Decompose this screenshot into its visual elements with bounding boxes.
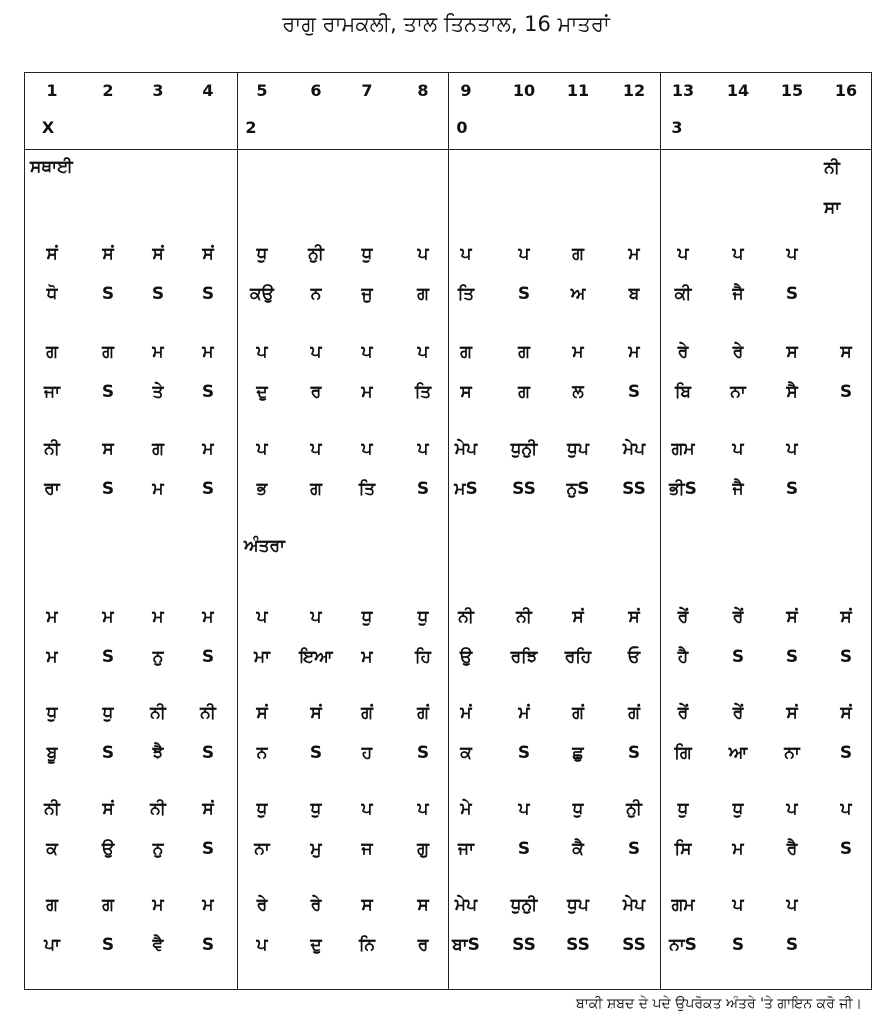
bol-cell: ਬਾS bbox=[452, 935, 480, 955]
bol-cell: SS bbox=[512, 935, 536, 955]
antara-label: ਅੰਤਰਾ bbox=[244, 536, 285, 556]
swar-cell: ਪ bbox=[310, 607, 322, 627]
bol-cell: ਸਿ bbox=[674, 839, 692, 859]
swar-cell: ਪ bbox=[310, 342, 322, 362]
bol-cell: S bbox=[201, 382, 215, 402]
bol-cell: ਸੈ bbox=[786, 382, 798, 402]
bol-cell: ਵੈ bbox=[152, 935, 164, 955]
swar-cell: ਮ bbox=[152, 342, 164, 362]
bol-cell: S bbox=[785, 935, 799, 955]
swar-cell: ਪ bbox=[256, 439, 268, 459]
swar-cell: ਗਂ bbox=[361, 703, 373, 723]
swar-cell: ਮ bbox=[202, 895, 214, 915]
bol-cell: ਤੇ bbox=[152, 382, 164, 402]
beat-number: 4 bbox=[202, 81, 214, 100]
taal-mark: X bbox=[41, 118, 55, 137]
bol-cell: S bbox=[785, 479, 799, 499]
bol-cell: ਰ bbox=[417, 935, 429, 955]
swar-cell: ਸ bbox=[102, 439, 114, 459]
bol-cell: ਛੁ bbox=[572, 743, 584, 763]
swar-cell: ਸਂ bbox=[202, 244, 214, 264]
swar-cell: ਧੁਪ bbox=[567, 439, 589, 459]
bol-cell: ਨੁ bbox=[152, 647, 164, 667]
bol-cell: ਹੈ bbox=[677, 647, 689, 667]
bol-cell: ਭ bbox=[256, 479, 268, 499]
bol-cell: S bbox=[627, 839, 641, 859]
bol-cell: ਮਾ bbox=[253, 647, 271, 667]
bol-cell: ਮ bbox=[361, 647, 373, 667]
swar-cell: ਪ bbox=[840, 799, 852, 819]
swar-cell: ਸਂ bbox=[102, 799, 114, 819]
swar-cell: ਪ bbox=[786, 895, 798, 915]
swar-cell: ਧੁਪ bbox=[567, 895, 589, 915]
bol-cell: S bbox=[101, 284, 115, 304]
bol-cell: ਬਿ bbox=[674, 382, 692, 402]
swar-cell: ਰੇ bbox=[677, 342, 689, 362]
bol-cell: ਨੁ bbox=[152, 839, 164, 859]
swar-cell: ਨੁੀ bbox=[626, 799, 642, 819]
bol-cell: ਜੈ bbox=[732, 479, 744, 499]
swar-cell: ਪ bbox=[518, 244, 530, 264]
swar-cell: ਮੇਪ bbox=[454, 439, 478, 459]
bol-cell: ਰੈ bbox=[786, 839, 798, 859]
bol-cell: S bbox=[839, 839, 853, 859]
swar-cell: ਧੁ bbox=[417, 607, 429, 627]
bol-cell: ਜੈ bbox=[732, 284, 744, 304]
swar-cell: ਗ bbox=[518, 342, 530, 362]
bol-cell: ਮ bbox=[152, 479, 164, 499]
bol-cell: S bbox=[201, 743, 215, 763]
beat-number: 3 bbox=[152, 81, 164, 100]
swar-cell: ਧੁ bbox=[256, 799, 268, 819]
swar-cell: ਗ bbox=[460, 342, 472, 362]
swar-cell: ਪ bbox=[417, 342, 429, 362]
vibhag-divider-2 bbox=[448, 72, 449, 990]
swar-cell: ਰੇ bbox=[310, 895, 322, 915]
bol-cell: S bbox=[101, 743, 115, 763]
bol-cell: S bbox=[785, 647, 799, 667]
swar-cell: ਨੀ bbox=[150, 703, 166, 723]
taal-mark: 2 bbox=[245, 118, 257, 137]
bol-cell: ਧੋ bbox=[46, 284, 58, 304]
swar-cell: ਰੇਂ bbox=[677, 703, 689, 723]
bol-cell: S bbox=[517, 839, 531, 859]
swar-cell: ਨੁੀ bbox=[308, 244, 324, 264]
swar-cell: ਪ bbox=[361, 799, 373, 819]
swar-cell: ਨੀ bbox=[200, 703, 216, 723]
swar-cell: ਧੁਨੁੀ bbox=[510, 439, 538, 459]
bol-cell: S bbox=[101, 382, 115, 402]
swar-cell: ਗਮ bbox=[671, 439, 695, 459]
swar-cell: ਪ bbox=[256, 607, 268, 627]
swar-cell: ਧੁ bbox=[46, 703, 58, 723]
bol-cell: S bbox=[785, 284, 799, 304]
bol-cell: ਕ bbox=[46, 839, 58, 859]
swar-cell: ਪ bbox=[460, 244, 472, 264]
swar-cell: ਮ bbox=[628, 244, 640, 264]
swar-cell: ਧੁ bbox=[732, 799, 744, 819]
bol-cell: ਨੁS bbox=[566, 479, 590, 499]
bol-cell: ਓ bbox=[627, 647, 641, 667]
swar-cell: ਧੁ bbox=[310, 799, 322, 819]
swar-cell: ਨੀ bbox=[458, 607, 474, 627]
bol-cell: ਨਾ bbox=[730, 382, 746, 402]
beat-number: 7 bbox=[361, 81, 373, 100]
swar-cell: ਮੇਪ bbox=[622, 895, 646, 915]
swar-cell: ਸਂ bbox=[202, 799, 214, 819]
bol-cell: ਜੁ bbox=[361, 284, 373, 304]
bol-cell: ਨਾS bbox=[669, 935, 697, 955]
bol-cell: ਗੁ bbox=[417, 839, 429, 859]
bol-cell: ਤਿ bbox=[457, 284, 475, 304]
swar-cell: ਸਂ bbox=[152, 244, 164, 264]
swar-cell: ਪ bbox=[786, 244, 798, 264]
bol-cell: SS bbox=[512, 479, 536, 499]
bol-cell: S bbox=[839, 382, 853, 402]
swar-cell: ਪ bbox=[361, 439, 373, 459]
swar-cell: ਧੁ bbox=[677, 799, 689, 819]
sthayi-label: ਸਥਾਈ bbox=[30, 157, 73, 177]
swar-cell: ਨੀ bbox=[44, 799, 60, 819]
swar-cell: ਸ bbox=[417, 895, 429, 915]
beat-number: 12 bbox=[622, 81, 646, 100]
swar-cell: ਗਂ bbox=[628, 703, 640, 723]
bol-cell: S bbox=[517, 743, 531, 763]
bol-cell: ਭੀS bbox=[669, 479, 697, 499]
bol-cell: S bbox=[151, 284, 165, 304]
bol-cell: ਝੈ bbox=[152, 743, 164, 763]
swar-cell: ਸਂ bbox=[628, 607, 640, 627]
bol-cell: ਗ bbox=[518, 382, 530, 402]
swar-cell: ਮ bbox=[572, 342, 584, 362]
footer-note: ਬਾਕੀ ਸ਼ਬਦ ਦੇ ਪਦੇ ਉਪਰੋਕਤ ਅੰਤਰੇ 'ਤੇ ਗਾਇਨ ਕਰੋ ਜੀ। bbox=[576, 996, 862, 1012]
swar-cell: ਪ bbox=[786, 439, 798, 459]
bol-cell: ਕਉ bbox=[250, 284, 274, 304]
bol-cell: ਮ bbox=[732, 839, 744, 859]
swar-cell: ਮ bbox=[202, 607, 214, 627]
swar-cell: ਗ bbox=[46, 342, 58, 362]
bol-cell: S bbox=[201, 935, 215, 955]
swar-cell: ਸ bbox=[361, 895, 373, 915]
swar-cell: ਸਂ bbox=[840, 607, 852, 627]
swar-cell: ਸ bbox=[786, 342, 798, 362]
swar-cell: ਮ bbox=[46, 607, 58, 627]
swar-cell: ਰੇ bbox=[256, 895, 268, 915]
bol-cell: ਕ bbox=[460, 743, 472, 763]
bol-cell: S bbox=[416, 479, 430, 499]
bol-cell: SS bbox=[566, 935, 590, 955]
bol-cell: ਸ bbox=[460, 382, 472, 402]
swar-cell: ਪ bbox=[361, 342, 373, 362]
pickup-note: ਨੀ bbox=[824, 158, 840, 178]
bol-cell: S bbox=[839, 743, 853, 763]
swar-cell: ਪ bbox=[732, 895, 744, 915]
swar-cell: ਗ bbox=[102, 895, 114, 915]
bol-cell: S bbox=[201, 479, 215, 499]
bol-cell: ਰਹਿ bbox=[564, 647, 592, 667]
swar-cell: ਸਂ bbox=[572, 607, 584, 627]
beat-number: 16 bbox=[834, 81, 858, 100]
bol-cell: ਅ bbox=[570, 284, 586, 304]
bol-cell: ਨਾ bbox=[784, 743, 800, 763]
swar-cell: ਸਂ bbox=[310, 703, 322, 723]
swar-cell: ਮ bbox=[628, 342, 640, 362]
swar-cell: ਰੇ bbox=[732, 342, 744, 362]
bol-cell: ਗ bbox=[310, 479, 322, 499]
swar-cell: ਪ bbox=[732, 439, 744, 459]
swar-cell: ਮੇ bbox=[460, 799, 472, 819]
bol-cell: ਜਾ bbox=[458, 839, 474, 859]
swar-cell: ਸਂ bbox=[840, 703, 852, 723]
page-title: ਰਾਗੁ ਰਾਮਕਲੀ, ਤਾਲ ਤਿਨਤਾਲ, 16 ਮਾਤਰਾਂ bbox=[282, 12, 610, 36]
swar-cell: ਨੀ bbox=[516, 607, 532, 627]
beat-number: 1 bbox=[46, 81, 58, 100]
swar-cell: ਪ bbox=[732, 244, 744, 264]
swar-cell: ਸ bbox=[840, 342, 852, 362]
bol-cell: ਬੂ bbox=[46, 743, 58, 763]
bol-cell: ਹ bbox=[361, 743, 373, 763]
beat-number: 8 bbox=[417, 81, 429, 100]
bol-cell: S bbox=[416, 743, 430, 763]
beat-number: 5 bbox=[256, 81, 268, 100]
swar-cell: ਪ bbox=[518, 799, 530, 819]
bol-cell: ਦੁ bbox=[256, 382, 268, 402]
swar-cell: ਨੀ bbox=[150, 799, 166, 819]
bol-cell: ਇਆ bbox=[299, 647, 333, 667]
bol-cell: S bbox=[201, 647, 215, 667]
swar-cell: ਪ bbox=[786, 799, 798, 819]
beat-number: 9 bbox=[460, 81, 472, 100]
swar-cell: ਪ bbox=[677, 244, 689, 264]
bol-cell: ਹਿ bbox=[415, 647, 431, 667]
bol-cell: ਮੁ bbox=[310, 839, 322, 859]
swar-cell: ਧੁ bbox=[361, 244, 373, 264]
bol-cell: ਨ bbox=[310, 284, 322, 304]
bol-cell: ਮS bbox=[454, 479, 478, 499]
bol-cell: SS bbox=[622, 935, 646, 955]
bol-cell: ਜ bbox=[361, 839, 373, 859]
bol-cell: SS bbox=[622, 479, 646, 499]
swar-cell: ਧੁ bbox=[572, 799, 584, 819]
beat-number: 11 bbox=[566, 81, 590, 100]
bol-cell: S bbox=[101, 479, 115, 499]
bol-cell: S bbox=[309, 743, 323, 763]
swar-cell: ਧੁਨੁੀ bbox=[510, 895, 538, 915]
swar-cell: ਧੁ bbox=[102, 703, 114, 723]
swar-cell: ਰੇਂ bbox=[677, 607, 689, 627]
bol-cell: ਨਾ bbox=[254, 839, 270, 859]
bol-cell: ਕੈ bbox=[572, 839, 584, 859]
swar-cell: ਮੇਪ bbox=[622, 439, 646, 459]
bol-cell: ਤਿ bbox=[358, 479, 376, 499]
swar-cell: ਪ bbox=[417, 799, 429, 819]
beat-number: 14 bbox=[726, 81, 750, 100]
swar-cell: ਨੀ bbox=[44, 439, 60, 459]
swar-cell: ਪ bbox=[417, 439, 429, 459]
swar-cell: ਮ bbox=[152, 895, 164, 915]
beat-number: 10 bbox=[512, 81, 536, 100]
bol-cell: ਮ bbox=[46, 647, 58, 667]
swar-cell: ਰੇਂ bbox=[732, 607, 744, 627]
swar-cell: ਮ bbox=[202, 342, 214, 362]
bol-cell: ਦੁ bbox=[310, 935, 322, 955]
swar-cell: ਸਂ bbox=[786, 703, 798, 723]
bol-cell: ਗਿ bbox=[674, 743, 692, 763]
swar-cell: ਗਂ bbox=[417, 703, 429, 723]
bol-cell: ਉ bbox=[459, 647, 473, 667]
beat-number: 13 bbox=[671, 81, 695, 100]
bol-cell: ਰ bbox=[310, 382, 322, 402]
bol-cell: ਉ bbox=[101, 839, 115, 859]
taal-mark: 3 bbox=[671, 118, 683, 137]
swar-cell: ਧੁ bbox=[361, 607, 373, 627]
bol-cell: ਜਾ bbox=[44, 382, 60, 402]
bol-cell: ਮ bbox=[361, 382, 373, 402]
swar-cell: ਪ bbox=[256, 342, 268, 362]
bol-cell: ਪ bbox=[256, 935, 268, 955]
swar-cell: ਸਂ bbox=[786, 607, 798, 627]
swar-cell: ਮ bbox=[152, 607, 164, 627]
swar-cell: ਗਮ bbox=[671, 895, 695, 915]
swar-cell: ਮਂ bbox=[460, 703, 472, 723]
swar-cell: ਸਂ bbox=[256, 703, 268, 723]
swar-cell: ਮੇਪ bbox=[454, 895, 478, 915]
bol-cell: S bbox=[517, 284, 531, 304]
swar-cell: ਗ bbox=[572, 244, 584, 264]
taal-mark: 0 bbox=[456, 118, 468, 137]
bol-cell: S bbox=[201, 839, 215, 859]
bol-cell: S bbox=[731, 647, 745, 667]
pickup-syllable: ਸਾ bbox=[823, 198, 841, 218]
bol-cell: ਨਿ bbox=[358, 935, 376, 955]
bol-cell: S bbox=[627, 743, 641, 763]
swar-cell: ਗ bbox=[46, 895, 58, 915]
swar-cell: ਗ bbox=[102, 342, 114, 362]
bol-cell: ਬ bbox=[628, 284, 640, 304]
swar-cell: ਗਂ bbox=[572, 703, 584, 723]
bol-cell: ਨ bbox=[256, 743, 268, 763]
swar-cell: ਮ bbox=[102, 607, 114, 627]
bol-cell: S bbox=[627, 382, 641, 402]
swar-cell: ਪ bbox=[310, 439, 322, 459]
swar-cell: ਮਂ bbox=[518, 703, 530, 723]
vibhag-divider-1 bbox=[237, 72, 238, 990]
swar-cell: ਰੇਂ bbox=[732, 703, 744, 723]
swar-cell: ਗ bbox=[152, 439, 164, 459]
beat-number: 15 bbox=[780, 81, 804, 100]
bol-cell: ਆ bbox=[728, 743, 748, 763]
bol-cell: ਤਿ bbox=[414, 382, 432, 402]
bol-cell: S bbox=[839, 647, 853, 667]
bol-cell: S bbox=[201, 284, 215, 304]
bol-cell: ਕੀ bbox=[674, 284, 692, 304]
swar-cell: ਧੁ bbox=[256, 244, 268, 264]
beat-number: 2 bbox=[102, 81, 114, 100]
swar-cell: ਮ bbox=[202, 439, 214, 459]
swar-cell: ਸਂ bbox=[46, 244, 58, 264]
swar-cell: ਪ bbox=[417, 244, 429, 264]
swar-cell: ਸਂ bbox=[102, 244, 114, 264]
bol-cell: S bbox=[101, 647, 115, 667]
vibhag-divider-3 bbox=[660, 72, 661, 990]
bol-cell: ਰਾ bbox=[44, 479, 60, 499]
beat-number: 6 bbox=[310, 81, 322, 100]
bol-cell: ਲ bbox=[572, 382, 584, 402]
bol-cell: S bbox=[731, 935, 745, 955]
bol-cell: ਰਝਿ bbox=[510, 647, 538, 667]
bol-cell: ਪਾ bbox=[44, 935, 60, 955]
bol-cell: ਗ bbox=[417, 284, 429, 304]
bol-cell: S bbox=[101, 935, 115, 955]
